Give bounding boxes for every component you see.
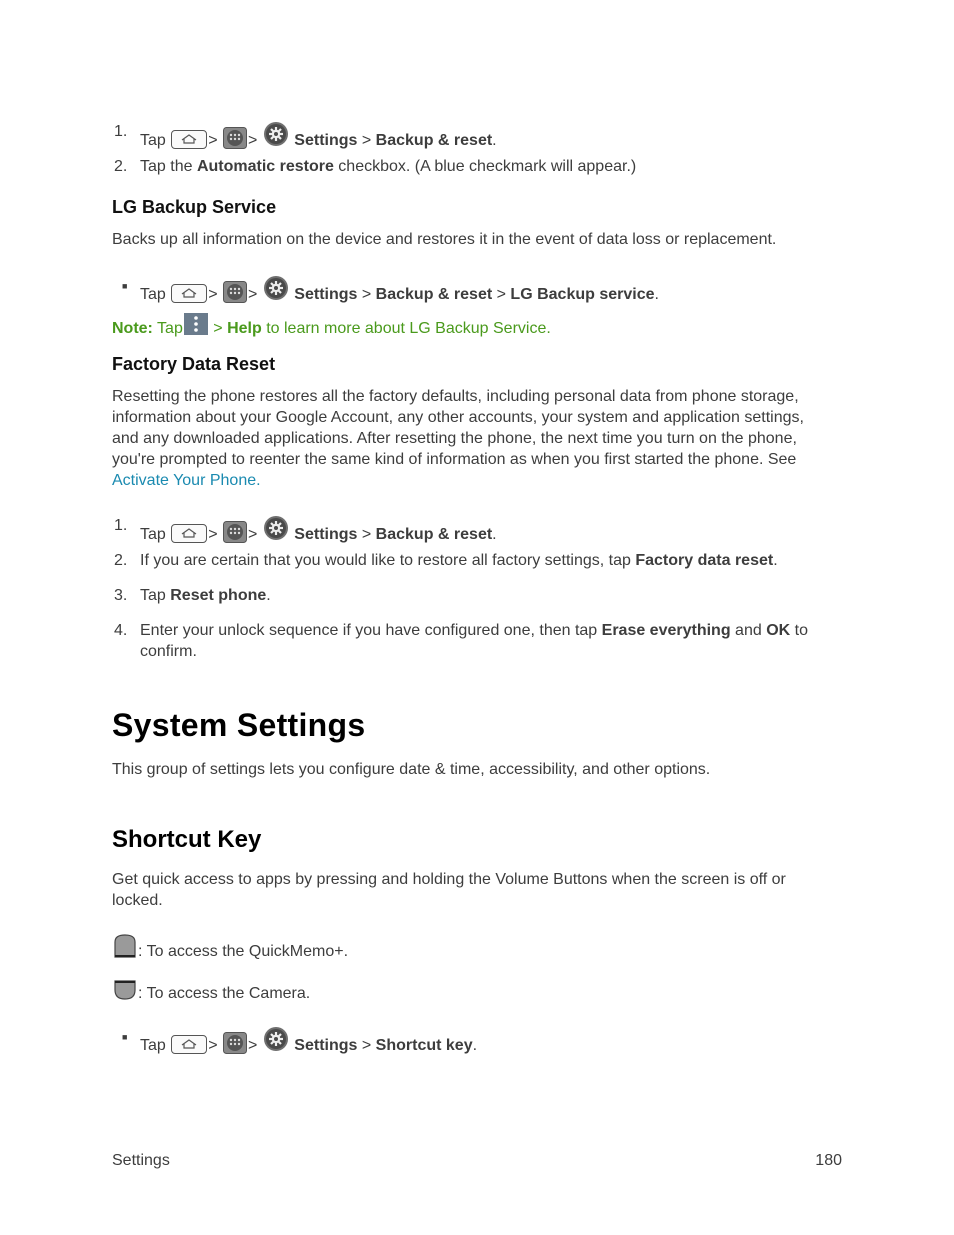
note: [112, 313, 551, 339]
factory-data-reset-label: Factory data reset: [635, 552, 774, 569]
separator: >: [208, 1037, 218, 1054]
step-text: and: [730, 622, 767, 639]
bullet-icon: ■: [122, 1032, 128, 1042]
tap-text: Tap: [140, 286, 166, 303]
period: .: [472, 1037, 478, 1054]
ok-label: OK: [766, 622, 791, 639]
system-settings-description: This group of settings lets you configure date & time, accessibility, and other options.: [112, 761, 711, 778]
menu-icon: [184, 313, 208, 335]
home-icon: [171, 524, 207, 543]
home-icon: [171, 130, 207, 149]
gear-icon: [263, 121, 289, 147]
separator: >: [208, 526, 218, 543]
separator: >: [361, 526, 372, 543]
separator: >: [361, 1037, 372, 1054]
settings-label: Settings: [294, 1037, 358, 1054]
step-text: to: [790, 622, 808, 639]
settings-label: Settings: [294, 132, 358, 149]
step-number: 1.: [114, 123, 128, 140]
backup-reset-label: Backup & reset: [375, 286, 493, 303]
separator: >: [361, 132, 372, 149]
tap-text: Tap: [140, 1037, 166, 1054]
apps-icon: [223, 521, 247, 543]
volume-down-key-icon: [113, 980, 137, 1000]
backup-reset-label: Backup & reset: [375, 132, 493, 149]
page-number: 180: [815, 1152, 842, 1169]
apps-icon: [223, 1032, 247, 1054]
home-icon: [171, 284, 207, 303]
lg-backup-description: Backs up all information on the device and restores it in the event of data loss or replacement.: [112, 231, 777, 248]
camera-item: [112, 980, 310, 1004]
bullet-icon: ■: [122, 281, 128, 291]
gear-icon: [263, 275, 289, 301]
period: .: [266, 587, 271, 604]
step-number: 1.: [114, 517, 128, 534]
separator: >: [248, 526, 258, 543]
step-text: If you are certain that you would like to restore all factory settings, tap: [140, 552, 636, 569]
footer-section: Settings: [112, 1152, 170, 1169]
step-text: Enter your unlock sequence if you have configured one, then tap: [140, 622, 602, 639]
camera-text: : To access the Camera.: [138, 985, 311, 1002]
help-label: Help: [227, 320, 262, 337]
lg-backup-heading: LG Backup Service: [112, 197, 277, 217]
backup-reset-label: Backup & reset: [375, 526, 493, 543]
step-number: 2.: [114, 552, 128, 569]
separator: >: [496, 286, 506, 303]
factory-reset-heading: Factory Data Reset: [112, 354, 276, 374]
lg-backup-service-label: LG Backup service: [510, 286, 655, 303]
tap-text: Tap: [140, 526, 166, 543]
step-number: 2.: [114, 158, 128, 175]
gear-icon: [263, 1026, 289, 1052]
separator: >: [361, 286, 372, 303]
step-number: 3.: [114, 587, 128, 604]
step-number: 4.: [114, 622, 128, 639]
separator: >: [248, 1037, 258, 1054]
period: .: [256, 472, 261, 489]
volume-up-key-icon: [113, 934, 137, 958]
separator: >: [248, 286, 258, 303]
separator: >: [248, 132, 258, 149]
shortcut-key-label: Shortcut key: [375, 1037, 473, 1054]
apps-icon: [223, 127, 247, 149]
note-label: Note:: [112, 320, 153, 337]
tap-text: Tap: [140, 132, 166, 149]
activate-phone-link[interactable]: Activate Your Phone: [112, 472, 257, 489]
apps-icon: [223, 281, 247, 303]
settings-label: Settings: [294, 286, 358, 303]
erase-everything-label: Erase everything: [601, 622, 731, 639]
automatic-restore-label: Automatic restore: [196, 158, 334, 175]
separator: >: [208, 320, 228, 337]
period: .: [492, 132, 497, 149]
note-text: Tap: [152, 320, 183, 337]
reset-phone-label: Reset phone: [170, 587, 267, 604]
gear-icon: [263, 515, 289, 541]
separator: >: [208, 132, 218, 149]
separator: >: [208, 286, 218, 303]
description-text: Resetting the phone restores all the factory defaults, including personal data from phone storage, information about your Google Account, any other accounts, your system and application settings, and any downloaded applications. After resetting the phone, the next time you turn on the phone, you're prompted to reenter the same kind of information as when you first started the phone. See: [112, 388, 804, 468]
settings-label: Settings: [294, 526, 358, 543]
step-text: checkbox. (A blue checkmark will appear.): [333, 158, 637, 175]
quickmemo-item: [112, 934, 348, 962]
home-icon: [171, 1035, 207, 1054]
quickmemo-text: : To access the QuickMemo+.: [138, 943, 349, 960]
period: .: [492, 526, 497, 543]
shortcut-key-heading: Shortcut Key: [112, 826, 262, 853]
period: .: [654, 286, 659, 303]
period: .: [773, 552, 778, 569]
step-text: Tap the: [140, 158, 197, 175]
step-text: Tap: [140, 587, 171, 604]
shortcut-key-description: Get quick access to apps by pressing and holding the Volume Buttons when the screen is off or locked.: [112, 871, 786, 909]
system-settings-heading: System Settings: [112, 707, 366, 743]
factory-reset-description: [112, 386, 830, 491]
note-text: to learn more about LG Backup Service.: [261, 320, 551, 337]
step-text: confirm.: [140, 643, 197, 660]
